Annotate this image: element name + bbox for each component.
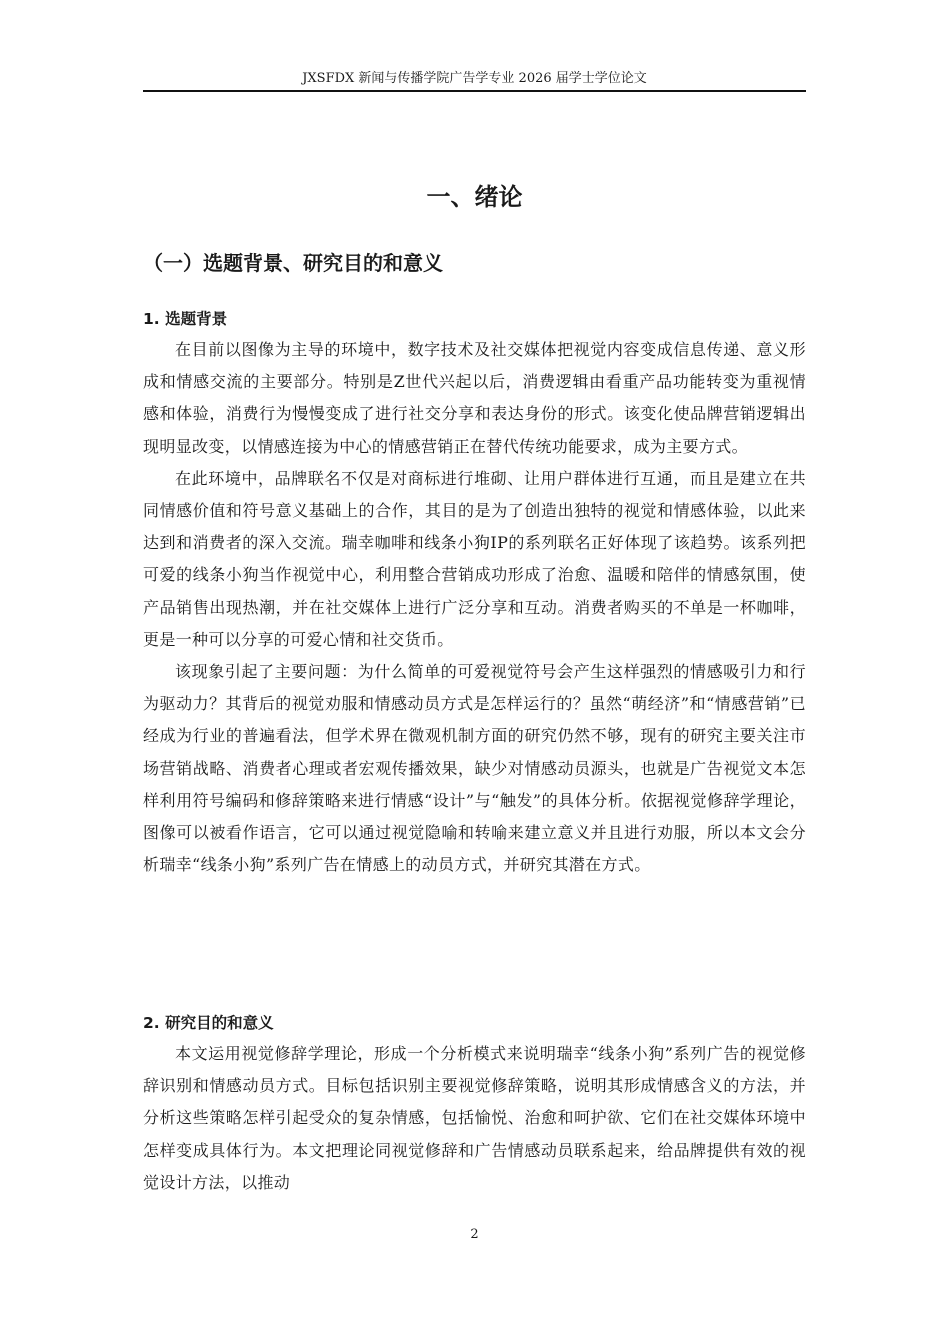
- paragraph: 该现象引起了主要问题：为什么简单的可爱视觉符号会产生这样强烈的情感吸引力和行为驱动力？其背后的视觉劝服和情感动员方式是怎样运行的？虽然“萌经济”和“情感营销”已经成为行业的普遍看法，但学术界在微观机制方面的研究仍然不够，现有的研究主要关注市场营销战略、消费者心理或者宏观传播效果，缺少对情感动员源头，也就是广告视觉文本怎样利用符号编码和修辞策略来进行情感“设计”与“触发”的具体分析。依据视觉修辞学理论，图像可以被看作语言，它可以通过视觉隐喻和转喻来建立意义并且进行劝服，所以本文会分析瑞幸“线条小狗”系列广告在情感上的动员方式，并研究其潜在方式。: [143, 662, 806, 875]
- chapter-title: 一、绪论: [426, 183, 523, 211]
- background-body: [143, 334, 806, 881]
- subsection-title-background: 1. 选题背景: [143, 310, 228, 328]
- running-header: JXSFDX 新闻与传播学院广告学专业 2026 届学士学位论文: [302, 71, 647, 86]
- purpose-body: [143, 1038, 806, 1199]
- paragraph: 本文运用视觉修辞学理论，形成一个分析模式来说明瑞幸“线条小狗”系列广告的视觉修辞识别和情感动员方式。目标包括识别主要视觉修辞策略，说明其形成情感含义的方法，并分析这些策略怎样引起受众的复杂情感，包括愉悦、治愈和呵护欲、它们在社交媒体环境中怎样变成具体行为。本文把理论同视觉修辞和广告情感动员联系起来，给品牌提供有效的视觉设计方法，以推动: [143, 1044, 806, 1192]
- paragraph: 在目前以图像为主导的环境中，数字技术及社交媒体把视觉内容变成信息传递、意义形成和情感交流的主要部分。特别是Z世代兴起以后，消费逻辑由看重产品功能转变为重视情感和体验，消费行为慢慢变成了进行社交分享和表达身份的形式。该变化使品牌营销逻辑出现明显改变，以情感连接为中心的情感营销正在替代传统功能要求，成为主要方式。: [143, 340, 806, 456]
- header-rule: [143, 90, 806, 92]
- paragraph: 在此环境中，品牌联名不仅是对商标进行堆砌、让用户群体进行互通，而且是建立在共同情感价值和符号意义基础上的合作，其目的是为了创造出独特的视觉和情感体验，以此来达到和消费者的深入交流。瑞幸咖啡和线条小狗IP的系列联名正好体现了该趋势。该系列把可爱的线条小狗当作视觉中心，利用整合营销成功形成了治愈、温暖和陪伴的情感氛围，使产品销售出现热潮，并在社交媒体上进行广泛分享和互动。消费者购买的不单是一杯咖啡，更是一种可以分享的可爱心情和社交货币。: [143, 468, 806, 649]
- page-number: 2: [470, 1227, 479, 1242]
- subsection-title-purpose: 2. 研究目的和意义: [143, 1014, 274, 1032]
- section-title: （一）选题背景、研究目的和意义: [143, 251, 443, 275]
